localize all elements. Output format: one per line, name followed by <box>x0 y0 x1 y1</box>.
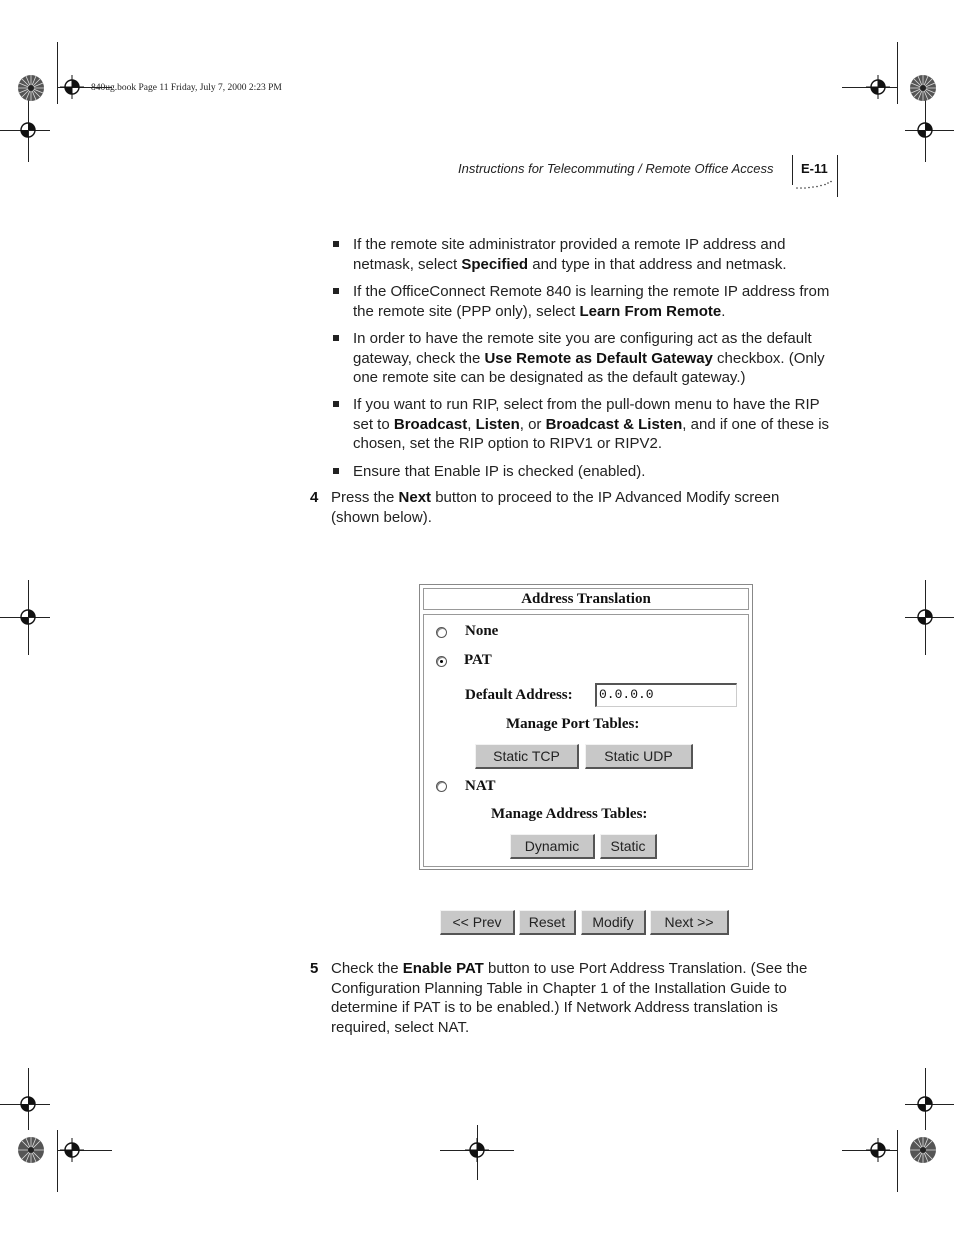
bold-term: Learn From Remote <box>579 302 722 320</box>
text-run: Press the <box>331 489 399 506</box>
registration-mark-icon <box>16 118 40 142</box>
registration-mark-icon <box>913 1092 937 1116</box>
panel-title: Address Translation <box>423 588 749 610</box>
bullet-marker <box>333 468 339 474</box>
step-text <box>331 488 831 527</box>
address-translation-panel <box>419 584 753 870</box>
static-udp-button[interactable]: Static UDP <box>585 744 693 769</box>
bold-term: Listen <box>475 415 520 433</box>
text-run: If the remote site administrator provided a remote IP address and netmask, select <box>353 236 786 273</box>
registration-mark-icon <box>60 1138 84 1162</box>
text-run: and type in that address and netmask. <box>528 255 787 273</box>
text-run: If you want to run RIP, select from the pull-down menu to have the RIP set to <box>353 396 820 433</box>
none-radio[interactable] <box>436 627 447 638</box>
reset-button[interactable]: Reset <box>519 910 576 935</box>
registration-mark-icon <box>60 75 84 99</box>
registration-mark-icon <box>866 1138 890 1162</box>
panel-body <box>423 614 749 867</box>
text-run: button to use Port Address Translation. (See the Configuration Planning Table in Chapter 1 of the Installation Guide to determine if PAT is to be enabled.) If Network Address translation is required, select NAT. <box>331 960 808 1036</box>
color-target-icon <box>909 1136 937 1164</box>
nat-radio[interactable] <box>436 781 447 792</box>
bullet-item <box>353 282 841 321</box>
static-tcp-button[interactable]: Static TCP <box>475 744 579 769</box>
step-number: 5 <box>310 960 319 977</box>
text-run: In order to have the remote site you are configuring act as the default gateway, check the <box>353 330 812 367</box>
bullet-marker <box>333 288 339 294</box>
text-run: Ensure that Enable IP is checked (enabled). <box>353 463 646 480</box>
static-button[interactable]: Static <box>600 834 657 859</box>
bold-term: Use Remote as Default Gateway <box>484 349 713 367</box>
book-info-slug: 840ug.book Page 11 Friday, July 7, 2000 2:23 PM <box>91 83 282 93</box>
bold-term: Specified <box>461 255 529 273</box>
none-label: None <box>465 623 499 639</box>
pat-radio[interactable] <box>436 656 447 667</box>
bold-term: Enable PAT <box>402 960 484 977</box>
registration-mark-icon <box>16 1092 40 1116</box>
bullet-marker <box>333 401 339 407</box>
prev-button[interactable]: << Prev <box>440 910 515 935</box>
running-head: Instructions for Telecommuting / Remote Office Access <box>458 161 774 176</box>
default-address-input[interactable]: 0.0.0.0 <box>595 683 737 707</box>
step-number: 4 <box>310 489 319 506</box>
page-number: E-11 <box>801 161 828 176</box>
text-run: If the OfficeConnect Remote 840 is learning the remote IP address from the remote site (PPP only), select <box>353 283 830 320</box>
text-run: checkbox. (Only one remote site can be designated as the default gateway.) <box>353 349 825 387</box>
color-target-icon <box>17 1136 45 1164</box>
step-text <box>331 959 831 1037</box>
text-run: , <box>467 415 476 433</box>
bullet-item <box>353 329 841 388</box>
registration-mark-icon <box>866 75 890 99</box>
dynamic-button[interactable]: Dynamic <box>510 834 595 859</box>
text-run: button to proceed to the IP Advanced Modify screen (shown below). <box>331 489 780 526</box>
bold-term: Broadcast <box>393 415 468 433</box>
bullet-marker <box>333 241 339 247</box>
bullet-item <box>353 235 841 274</box>
pat-label: PAT <box>464 652 492 668</box>
bullet-item <box>353 462 841 482</box>
registration-mark-icon <box>465 1138 489 1162</box>
modify-button[interactable]: Modify <box>581 910 646 935</box>
default-address-label: Default Address: <box>465 687 573 703</box>
text-run: . <box>721 302 726 320</box>
bullet-marker <box>333 335 339 341</box>
next-button[interactable]: Next >> <box>650 910 729 935</box>
text-run: , or <box>519 415 546 433</box>
text-run: , and if one of these is chosen, set the RIP option to RIPV1 or RIPV2. <box>353 415 830 453</box>
bold-term: Next <box>398 489 432 506</box>
manage-port-tables-label: Manage Port Tables: <box>506 716 640 732</box>
registration-mark-icon <box>913 605 937 629</box>
manage-address-tables-label: Manage Address Tables: <box>491 806 648 822</box>
bold-term: Broadcast & Listen <box>545 415 683 433</box>
color-target-icon <box>17 74 45 102</box>
nat-label: NAT <box>465 778 496 794</box>
color-target-icon <box>909 74 937 102</box>
text-run: Check the <box>331 960 403 977</box>
registration-mark-icon <box>16 605 40 629</box>
registration-mark-icon <box>913 118 937 142</box>
bullet-item <box>353 395 841 454</box>
